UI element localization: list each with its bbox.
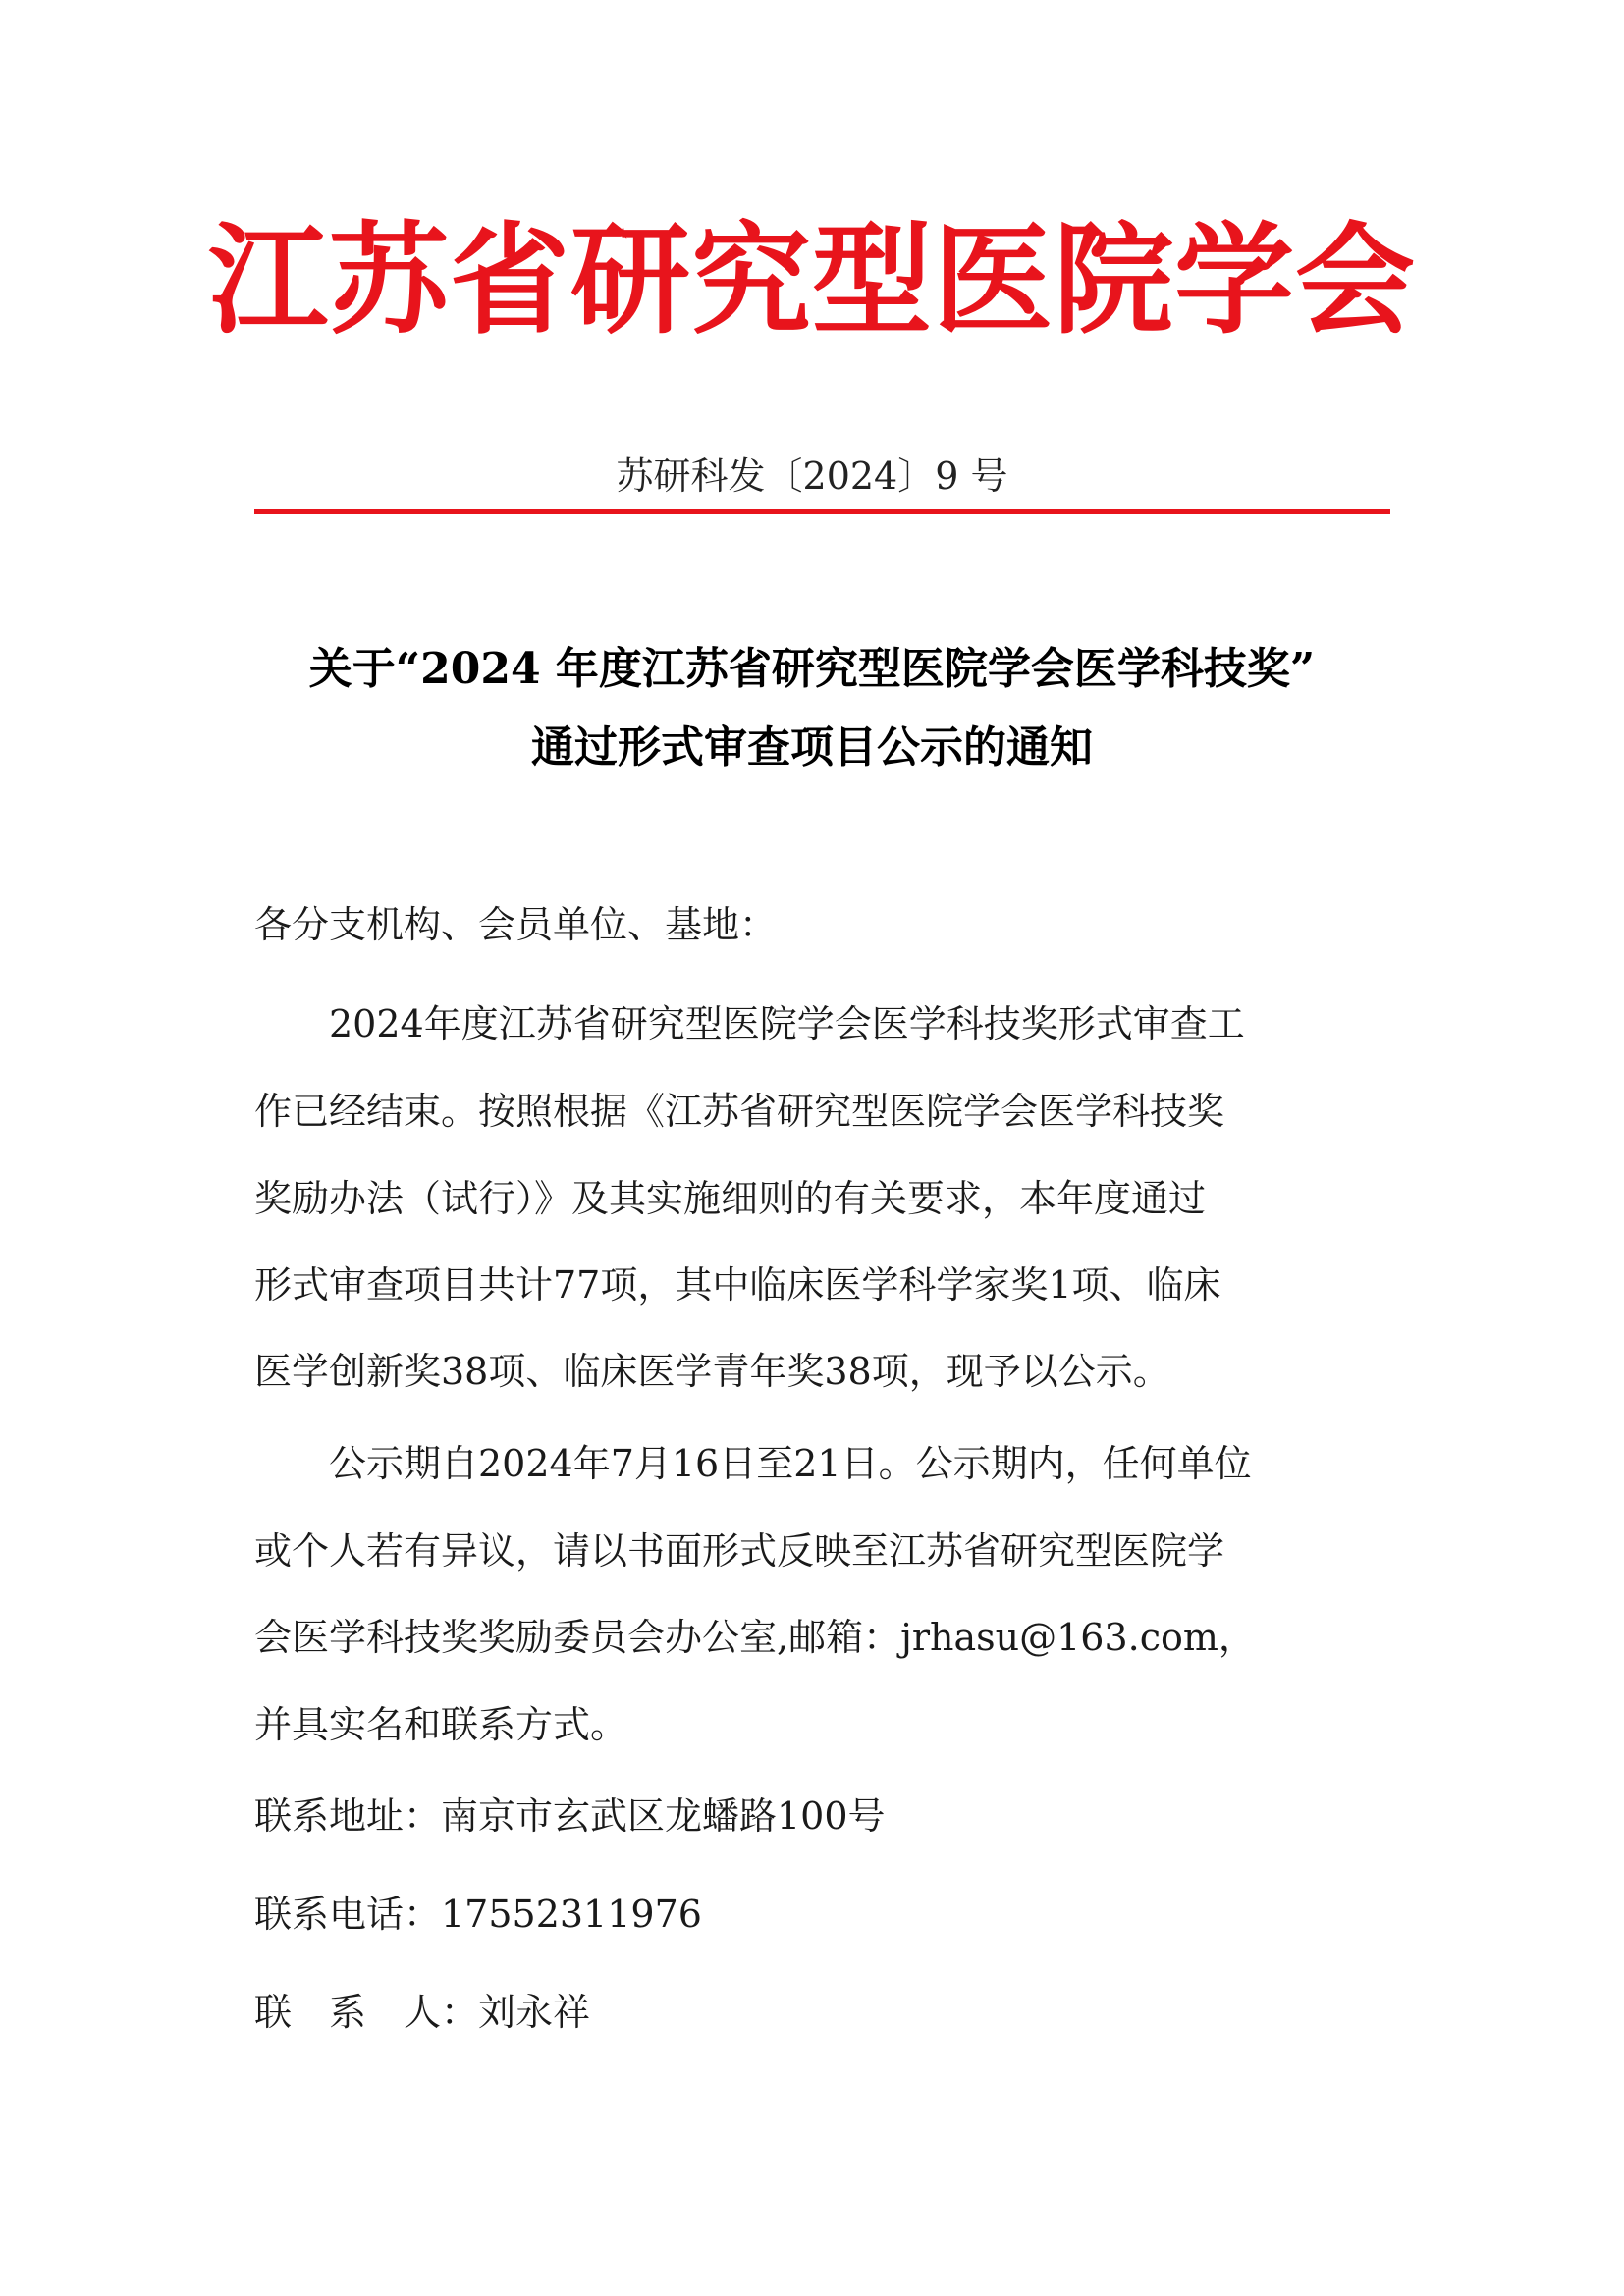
paragraph-1-line: 作已经结束。按照根据《江苏省研究型医院学会医学科技奖 bbox=[254, 1090, 1225, 1133]
contact-address: 联系地址：南京市玄武区龙蟠路100号 bbox=[254, 1794, 886, 1838]
notice-title-line-2: 通过形式审查项目公示的通知 bbox=[531, 722, 1093, 773]
paragraph-1-line: 奖励办法（试行）》及其实施细则的有关要求，本年度通过 bbox=[254, 1177, 1207, 1220]
org-masthead: 江苏省研究型医院学会 bbox=[208, 209, 1416, 350]
document-number: 苏研科发〔2024〕9 号 bbox=[616, 454, 1008, 498]
header-divider bbox=[254, 509, 1390, 514]
paragraph-1-line: 2024年度江苏省研究型医院学会医学科技奖形式审查工 bbox=[254, 1002, 1245, 1045]
contact-person: 联 系 人：刘永祥 bbox=[254, 1991, 591, 2034]
notice-title-line-1: 关于“2024 年度江苏省研究型医院学会医学科技奖” bbox=[308, 644, 1316, 694]
paragraph-2-line: 公示期自2024年7月16日至21日。公示期内，任何单位 bbox=[254, 1442, 1252, 1485]
paragraph-1-line: 医学创新奖38项、临床医学青年奖38项，现予以公示。 bbox=[254, 1350, 1170, 1393]
paragraph-2-line: 并具实名和联系方式。 bbox=[254, 1703, 628, 1746]
paragraph-2-line: 会医学科技奖奖励委员会办公室,邮箱：jrhasu@163.com， bbox=[254, 1616, 1256, 1659]
salutation: 各分支机构、会员单位、基地： bbox=[254, 903, 778, 946]
paragraph-2-line: 或个人若有异议，请以书面形式反映至江苏省研究型医院学 bbox=[254, 1529, 1225, 1573]
contact-phone: 联系电话：17552311976 bbox=[254, 1893, 702, 1936]
paragraph-1-line: 形式审查项目共计77项，其中临床医学科学家奖1项、临床 bbox=[254, 1263, 1221, 1307]
